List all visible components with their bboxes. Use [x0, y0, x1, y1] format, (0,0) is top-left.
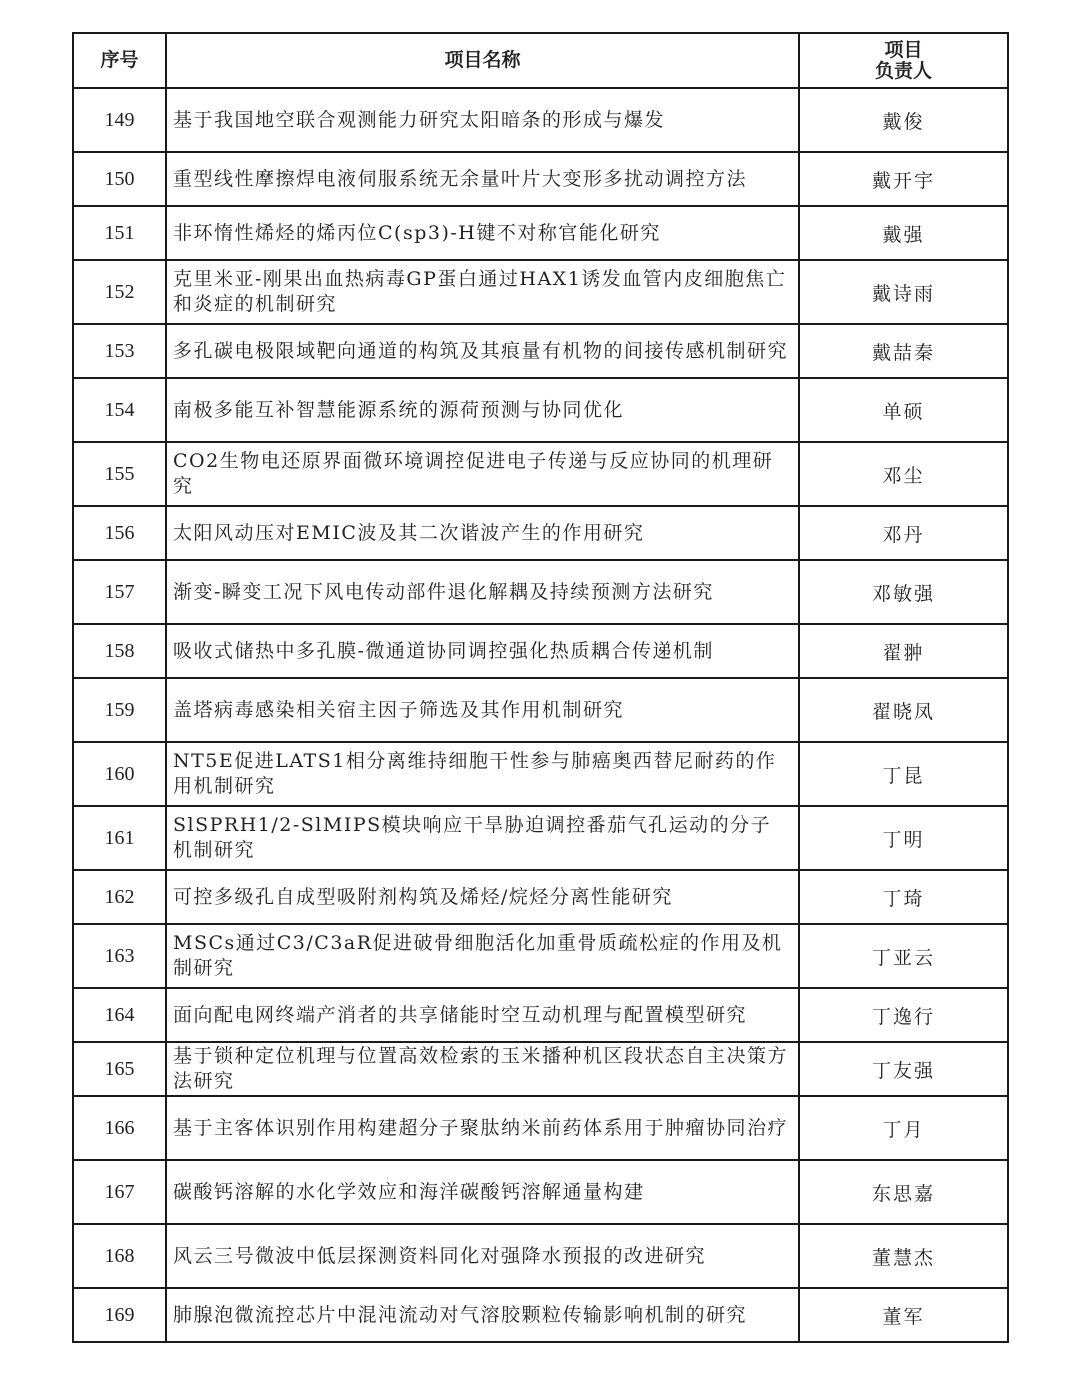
table-row: [73, 870, 1008, 924]
row-number: 166: [73, 1096, 166, 1160]
table-row: [73, 152, 1008, 206]
row-number: 151: [73, 206, 166, 260]
project-lead: 邓尘: [799, 442, 1008, 506]
project-lead: 丁逸行: [799, 988, 1008, 1042]
row-number: 152: [73, 260, 166, 324]
project-lead: 戴喆秦: [799, 324, 1008, 378]
header-row: [73, 33, 1008, 88]
row-number: 169: [73, 1288, 166, 1342]
table-row: [73, 1224, 1008, 1288]
row-number: 157: [73, 560, 166, 624]
project-name: 基于主客体识别作用构建超分子聚肽纳米前药体系用于肿瘤协同治疗: [166, 1096, 799, 1160]
project-lead: 单硕: [799, 378, 1008, 442]
header-number: 序号: [73, 33, 166, 88]
project-name: 吸收式储热中多孔膜-微通道协同调控强化热质耦合传递机制: [166, 624, 799, 678]
table-row: [73, 324, 1008, 378]
row-number: 160: [73, 742, 166, 806]
project-lead: 董慧杰: [799, 1224, 1008, 1288]
header-lead-line1: 项目: [884, 38, 923, 61]
project-lead: 邓敏强: [799, 560, 1008, 624]
table-row: [73, 442, 1008, 506]
project-lead: 丁亚云: [799, 924, 1008, 988]
project-lead: 翟晓凤: [799, 678, 1008, 742]
project-lead: 戴开宇: [799, 152, 1008, 206]
row-number: 168: [73, 1224, 166, 1288]
row-number: 159: [73, 678, 166, 742]
table-row: [73, 378, 1008, 442]
table-row: [73, 260, 1008, 324]
table-row: [73, 988, 1008, 1042]
project-lead: 董军: [799, 1288, 1008, 1342]
row-number: 156: [73, 506, 166, 560]
project-lead: 翟翀: [799, 624, 1008, 678]
header-project-name: 项目名称: [166, 33, 799, 88]
project-name: 基于我国地空联合观测能力研究太阳暗条的形成与爆发: [166, 88, 799, 152]
table-row: [73, 506, 1008, 560]
table-header: [73, 33, 1008, 88]
project-lead: 丁琦: [799, 870, 1008, 924]
row-number: 158: [73, 624, 166, 678]
row-number: 153: [73, 324, 166, 378]
table-row: [73, 560, 1008, 624]
project-name: CO2生物电还原界面微环境调控促进电子传递与反应协同的机理研究: [166, 442, 799, 506]
project-lead: 戴强: [799, 206, 1008, 260]
project-name: 碳酸钙溶解的水化学效应和海洋碳酸钙溶解通量构建: [166, 1160, 799, 1224]
project-lead: 丁昆: [799, 742, 1008, 806]
header-project-lead: [799, 33, 1008, 88]
project-lead: 邓丹: [799, 506, 1008, 560]
row-number: 155: [73, 442, 166, 506]
table-row: [73, 88, 1008, 152]
row-number: 154: [73, 378, 166, 442]
table-body: [73, 88, 1008, 1342]
row-number: 164: [73, 988, 166, 1042]
project-name: MSCs通过C3/C3aR促进破骨细胞活化加重骨质疏松症的作用及机制研究: [166, 924, 799, 988]
project-name: 面向配电网终端产消者的共享储能时空互动机理与配置模型研究: [166, 988, 799, 1042]
project-name: NT5E促进LATS1相分离维持细胞干性参与肺癌奥西替尼耐药的作用机制研究: [166, 742, 799, 806]
row-number: 149: [73, 88, 166, 152]
project-lead: 东思嘉: [799, 1160, 1008, 1224]
row-number: 163: [73, 924, 166, 988]
project-lead: 丁月: [799, 1096, 1008, 1160]
project-name: 重型线性摩擦焊电液伺服系统无余量叶片大变形多扰动调控方法: [166, 152, 799, 206]
project-name: 多孔碳电极限域靶向通道的构筑及其痕量有机物的间接传感机制研究: [166, 324, 799, 378]
project-name: SlSPRH1/2-SlMIPS模块响应干旱胁迫调控番茄气孔运动的分子机制研究: [166, 806, 799, 870]
row-number: 162: [73, 870, 166, 924]
project-name: 风云三号微波中低层探测资料同化对强降水预报的改进研究: [166, 1224, 799, 1288]
project-lead: 戴诗雨: [799, 260, 1008, 324]
project-name: 渐变-瞬变工况下风电传动部件退化解耦及持续预测方法研究: [166, 560, 799, 624]
project-lead: 丁明: [799, 806, 1008, 870]
row-number: 150: [73, 152, 166, 206]
table-row: [73, 678, 1008, 742]
table-row: [73, 1288, 1008, 1342]
table-row: [73, 1042, 1008, 1096]
project-name: 可控多级孔自成型吸附剂构筑及烯烃/烷烃分离性能研究: [166, 870, 799, 924]
table-row: [73, 806, 1008, 870]
project-table: [72, 32, 1009, 1343]
row-number: 161: [73, 806, 166, 870]
project-lead: 丁友强: [799, 1042, 1008, 1096]
table-row: [73, 1096, 1008, 1160]
project-name: 肺腺泡微流控芯片中混沌流动对气溶胶颗粒传输影响机制的研究: [166, 1288, 799, 1342]
row-number: 165: [73, 1042, 166, 1096]
table-row: [73, 924, 1008, 988]
row-number: 167: [73, 1160, 166, 1224]
table-row: [73, 206, 1008, 260]
project-name: 克里米亚-刚果出血热病毒GP蛋白通过HAX1诱发血管内皮细胞焦亡和炎症的机制研究: [166, 260, 799, 324]
project-name: 南极多能互补智慧能源系统的源荷预测与协同优化: [166, 378, 799, 442]
document-page: [72, 32, 1007, 1343]
project-lead: 戴俊: [799, 88, 1008, 152]
header-lead-line2: 负责人: [874, 59, 932, 82]
project-name: 基于锁种定位机理与位置高效检索的玉米播种机区段状态自主决策方法研究: [166, 1042, 799, 1096]
table-row: [73, 742, 1008, 806]
project-name: 盖塔病毒感染相关宿主因子筛选及其作用机制研究: [166, 678, 799, 742]
table-row: [73, 1160, 1008, 1224]
project-name: 太阳风动压对EMIC波及其二次谐波产生的作用研究: [166, 506, 799, 560]
table-row: [73, 624, 1008, 678]
project-name: 非环惰性烯烃的烯丙位C(sp3)-H键不对称官能化研究: [166, 206, 799, 260]
